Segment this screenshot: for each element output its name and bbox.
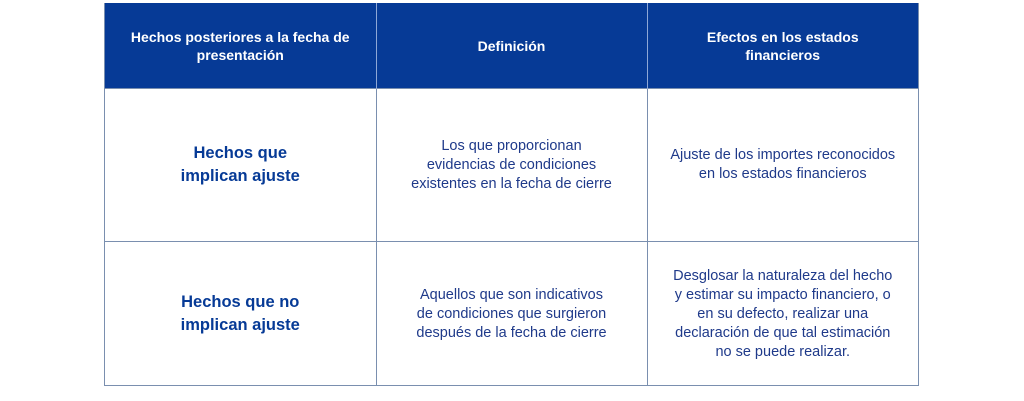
header-events: Hechos posteriores a la fecha de presentación (105, 3, 376, 89)
cell-effect-non-adjusting: Desglosar la naturaleza del hecho y estimar su impacto financiero, o en su defecto, realizar una declaración de que tal estimación no se puede realizar. (647, 242, 918, 387)
header-definition: Definición (376, 3, 647, 89)
comparison-table (105, 3, 918, 386)
row-label-non-adjusting: Hechos que no implican ajuste (105, 242, 376, 387)
cell-effect-adjusting: Ajuste de los importes reconocidos en los estados financieros (647, 89, 918, 242)
row-label-adjusting: Hechos que implican ajuste (105, 89, 376, 242)
cell-definition-non-adjusting: Aquellos que son indicativos de condiciones que surgieron después de la fecha de cierre (376, 242, 647, 387)
table-row (105, 89, 918, 242)
table-row (105, 242, 918, 387)
cell-definition-adjusting: Los que proporcionan evidencias de condiciones existentes en la fecha de cierre (376, 89, 647, 242)
header-effects: Efectos en los estados financieros (647, 3, 918, 89)
table-header-row (105, 3, 918, 89)
subsequent-events-table (104, 3, 919, 386)
